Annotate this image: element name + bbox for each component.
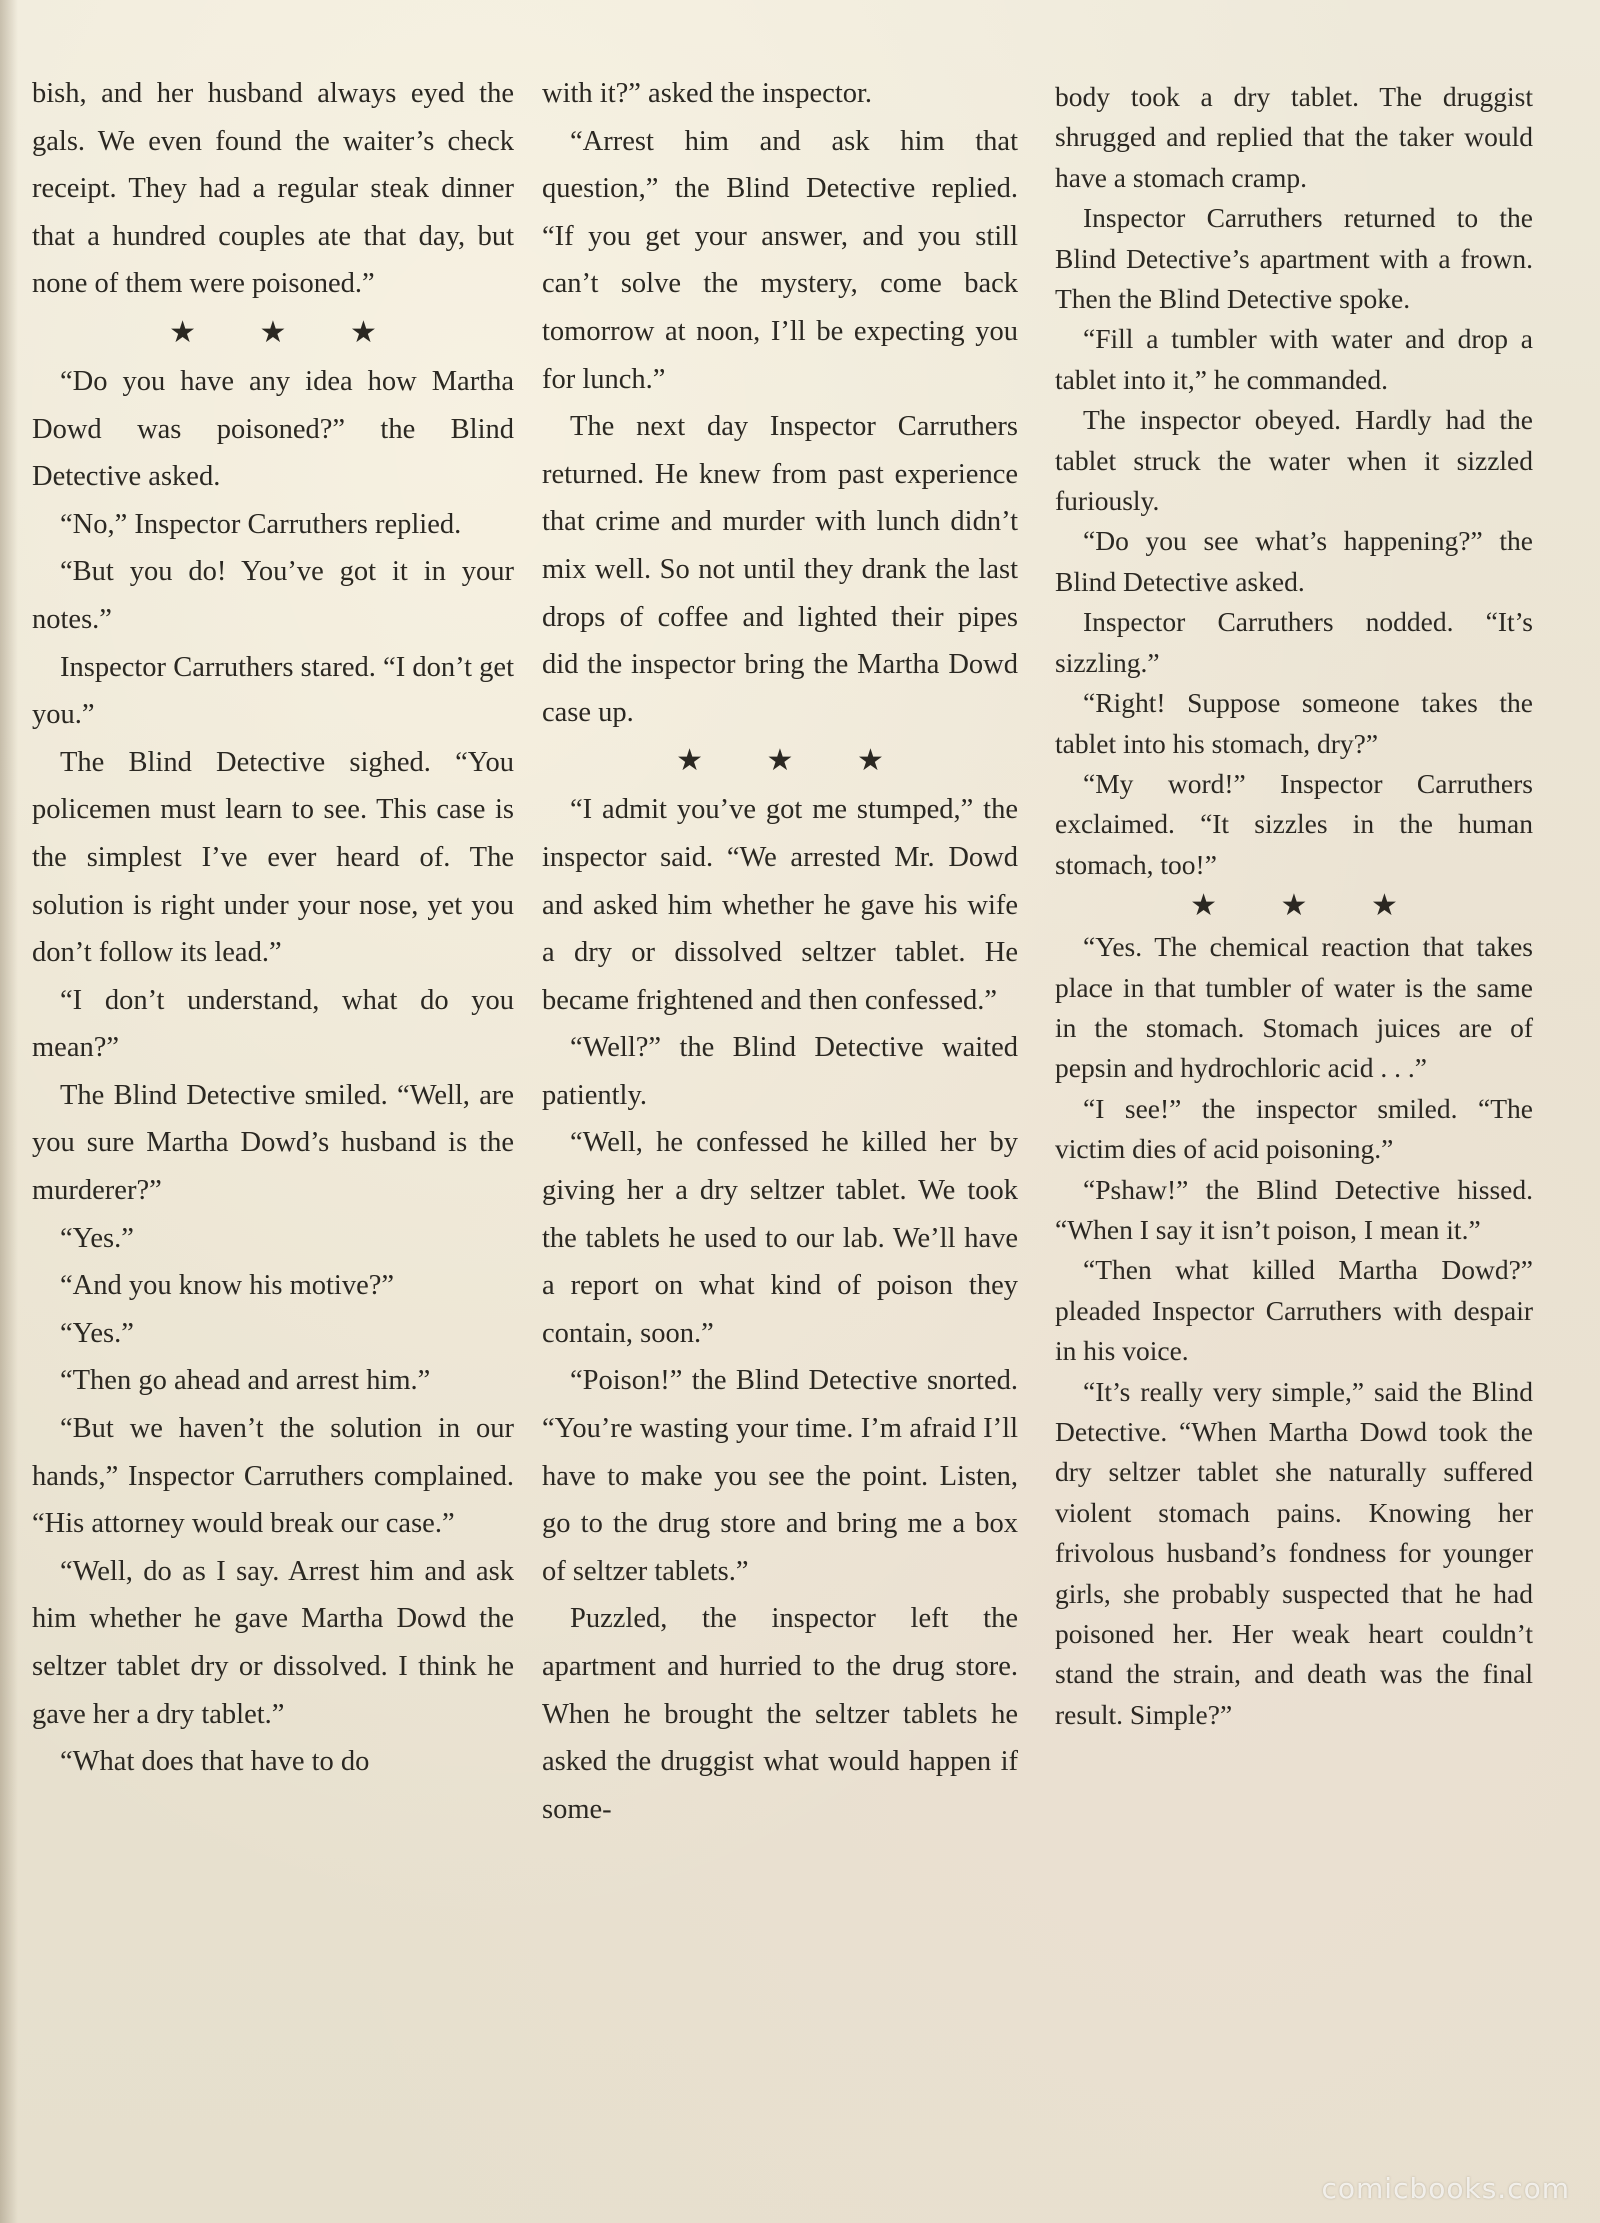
paragraph: body took a dry tablet. The druggist shrugged and replied that the taker would have a stomach cramp.	[1055, 81, 1533, 193]
paragraph: “No,” Inspector Carruthers replied.	[60, 508, 462, 540]
paragraph: “But we haven’t the solution in our hands,” Inspector Carruthers complained. “His attorney would break our case.”	[32, 1413, 514, 1540]
section-break-stars: ★ ★ ★	[169, 314, 404, 350]
paragraph: Inspector Carruthers returned to the Blind Detective’s apartment with a frown. Then the Blind Detective spoke.	[1055, 202, 1533, 315]
paragraph: “What does that have to do	[60, 1746, 370, 1778]
paragraph: “Do you see what’s happening?” the Blind Detective asked.	[1055, 525, 1533, 597]
paragraph: “I don’t understand, what do you mean?”	[32, 984, 514, 1064]
paragraph: “I admit you’ve got me stumped,” the inspector said. “We arrested Mr. Dowd and asked him whether he gave his wife a dry or dissolved seltzer tablet. He became frightened and then confessed.”	[542, 794, 1018, 1016]
paragraph: Puzzled, the inspector left the apartment and hurried to the drug store. When he brought the seltzer tablets he asked the druggist what would happen if some-	[542, 1603, 1018, 1825]
page-edge-shadow	[0, 0, 18, 2223]
paragraph: “But you do! You’ve got it in your notes.”	[32, 556, 514, 635]
paragraph: with it?” asked the inspector.	[542, 78, 873, 109]
paragraph: “Fill a tumbler with water and drop a tablet into it,” he commanded.	[1055, 323, 1533, 395]
paragraph: “Yes.”	[60, 1222, 134, 1254]
text-column-3	[1055, 77, 1533, 1735]
section-break-stars: ★ ★ ★	[676, 743, 911, 779]
section-break-stars: ★ ★ ★	[1190, 888, 1425, 924]
paragraph: Inspector Carruthers stared. “I don’t get you.”	[32, 651, 514, 731]
paragraph: “Well, he confessed he killed her by giving her a dry seltzer tablet. We took the tablets he used to our lab. We’ll have a report on what kind of poison they contain, soon.”	[542, 1127, 1018, 1349]
paragraph: “Do you have any idea how Martha Dowd was poisoned?” the Blind Detective asked.	[32, 365, 514, 493]
paragraph: “Yes. The chemical reaction that takes place in that tumbler of water is the same in the stomach. Stomach juices are of pepsin and hydrochloric acid . . .”	[1055, 931, 1533, 1084]
paragraph: The Blind Detective sighed. “You policemen must learn to see. This case is the simplest I’ve ever heard of. The solution is right under your nose, yet you don’t follow its lead.”	[32, 746, 514, 969]
paragraph: “Then go ahead and arrest him.”	[60, 1365, 431, 1397]
paragraph: “Poison!” the Blind Detective snorted. “You’re wasting your time. I’m afraid I’ll have to make you see the point. Listen, go to the drug store and bring me a box of seltzer tablets.”	[542, 1365, 1018, 1587]
paragraph: “Arrest him and ask him that question,” the Blind Detective replied. “If you get your answer, and you still can’t solve the mystery, come back tomorrow at noon, I’ll be expecting you for lunch.”	[542, 125, 1018, 395]
paragraph: “Pshaw!” the Blind Detective hissed. “When I say it isn’t poison, I mean it.”	[1055, 1173, 1533, 1245]
text-column-1	[32, 70, 514, 1786]
paragraph: “Well, do as I say. Arrest him and ask him whether he gave Martha Dowd the seltzer tablet dry or dissolved. I think he gave her a dry tablet.”	[32, 1555, 514, 1730]
paragraph: “Yes.”	[60, 1317, 134, 1349]
paragraph: “It’s really very simple,” said the Blind Detective. “When Martha Dowd took the dry seltzer tablet she naturally suffered violent stomach pains. Knowing her frivolous husband’s fondness for younger girls, she probably suspected that he had poisoned her. Her weak heart couldn’t stand the strain, and death was the final result. Simple?”	[1055, 1375, 1533, 1730]
paragraph: bish, and her husband always eyed the gals. We even found the waiter’s check receipt. They had a regular steak dinner that a hundred couples ate that day, but none of them were poisoned.”	[32, 78, 514, 300]
paragraph: “My word!” Inspector Carruthers exclaimed. “It sizzles in the human stomach, too!”	[1055, 767, 1533, 880]
paragraph: The next day Inspector Carruthers returned. He knew from past experience that crime and murder with lunch didn’t mix well. So not until they drank the last drops of coffee and lighted their pipes did the inspector bring the Martha Dowd case up.	[542, 411, 1018, 728]
paragraph: “Then what killed Martha Dowd?” pleaded Inspector Carruthers with despair in his voice.	[1055, 1254, 1533, 1367]
watermark: comicbooks.com	[1321, 2172, 1570, 2205]
paragraph: “And you know his motive?”	[60, 1270, 395, 1302]
paragraph: The Blind Detective smiled. “Well, are you sure Martha Dowd’s husband is the murderer?”	[32, 1079, 514, 1207]
paragraph: “Well?” the Blind Detective waited patiently.	[542, 1032, 1018, 1111]
paragraph: The inspector obeyed. Hardly had the tablet struck the water when it sizzled furiously.	[1055, 404, 1533, 517]
paragraph: “Right! Suppose someone takes the tablet into his stomach, dry?”	[1055, 687, 1533, 759]
text-column-2	[542, 70, 1018, 1833]
paragraph: Inspector Carruthers nodded. “It’s sizzling.”	[1055, 606, 1533, 678]
paragraph: “I see!” the inspector smiled. “The victim dies of acid poisoning.”	[1055, 1092, 1533, 1165]
